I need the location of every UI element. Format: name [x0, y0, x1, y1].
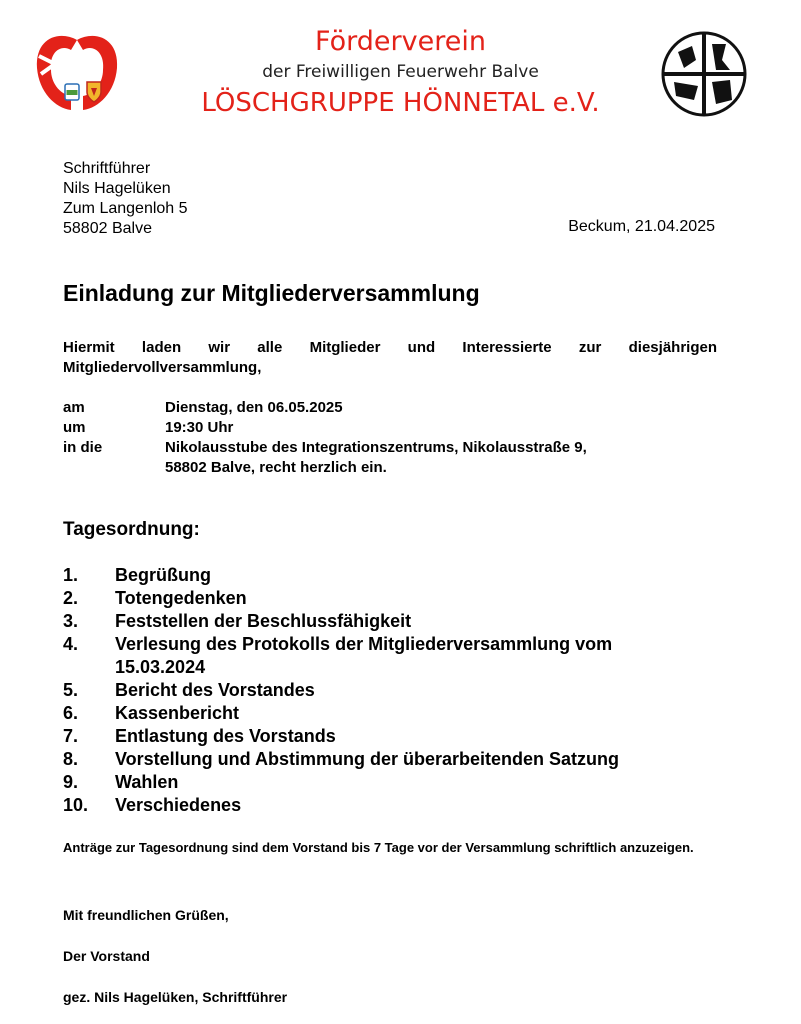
signature: gez. Nils Hagelüken, Schriftführer	[63, 989, 288, 1005]
agenda-item: Vorstellung und Abstimmung der überarbeitenden Satzung	[115, 749, 620, 769]
date-line: Beckum, 21.04.2025	[568, 218, 715, 235]
org-name: Förderverein	[315, 26, 486, 57]
agenda-item: Begrüßung	[115, 565, 211, 585]
org-group: LÖSCHGRUPPE HÖNNETAL e.V.	[201, 88, 600, 118]
agenda-item: Verschiedenes	[115, 795, 242, 815]
page-title: Einladung zur Mitgliederversammlung	[63, 280, 480, 306]
um-value: 19:30 Uhr	[165, 419, 234, 436]
agenda-item: Wahlen	[115, 772, 179, 792]
agenda-heading: Tagesordnung:	[63, 519, 200, 540]
agenda-num: 8.	[63, 749, 79, 769]
agenda-num: 4.	[63, 634, 79, 654]
am-label: am	[63, 399, 85, 416]
intro-line-2: Mitgliedervollversammlung,	[63, 359, 262, 376]
agenda-num: 2.	[63, 588, 79, 608]
sender-street: Zum Langenloh 5	[63, 200, 188, 217]
agenda-num: 1.	[63, 565, 79, 585]
agenda-item: Kassenbericht	[115, 703, 240, 723]
agenda-note: Anträge zur Tagesordnung sind dem Vorstand bis 7 Tage vor der Versammlung schriftlich anzuzeigen.	[63, 840, 694, 855]
in-label: in die	[63, 439, 103, 456]
agenda-item: Totengedenken	[115, 588, 247, 608]
in-value-2: 58802 Balve, recht herzlich ein.	[165, 459, 387, 476]
agenda-num: 3.	[63, 611, 79, 631]
agenda-num: 9.	[63, 772, 79, 792]
agenda-item: Verlesung des Protokolls der Mitgliederversammlung vom	[115, 634, 613, 654]
greeting: Mit freundlichen Grüßen,	[63, 907, 229, 923]
agenda-num: 5.	[63, 680, 79, 700]
agenda-num: 6.	[63, 703, 79, 723]
agenda-item: Bericht des Vorstandes	[115, 680, 315, 700]
in-value-1: Nikolausstube des Integrationszentrums, Nikolausstraße 9,	[165, 439, 587, 456]
sender-name: Nils Hagelüken	[63, 180, 171, 197]
org-subtitle: der Freiwilligen Feuerwehr Balve	[262, 62, 539, 82]
agenda-num: 10.	[63, 795, 89, 815]
am-value: Dienstag, den 06.05.2025	[165, 399, 343, 416]
um-label: um	[63, 419, 86, 436]
sender-city: 58802 Balve	[63, 220, 152, 237]
agenda-item: Entlastung des Vorstands	[115, 726, 336, 746]
intro-line-1: Hiermit laden wir alle Mitglieder und Interessierte zur diesjährigen	[63, 339, 717, 356]
sender-role: Schriftführer	[63, 160, 151, 177]
agenda-num: 7.	[63, 726, 79, 746]
signer: Der Vorstand	[63, 948, 150, 964]
agenda-item-cont: 15.03.2024	[115, 657, 206, 677]
agenda-item: Feststellen der Beschlussfähigkeit	[115, 611, 412, 631]
